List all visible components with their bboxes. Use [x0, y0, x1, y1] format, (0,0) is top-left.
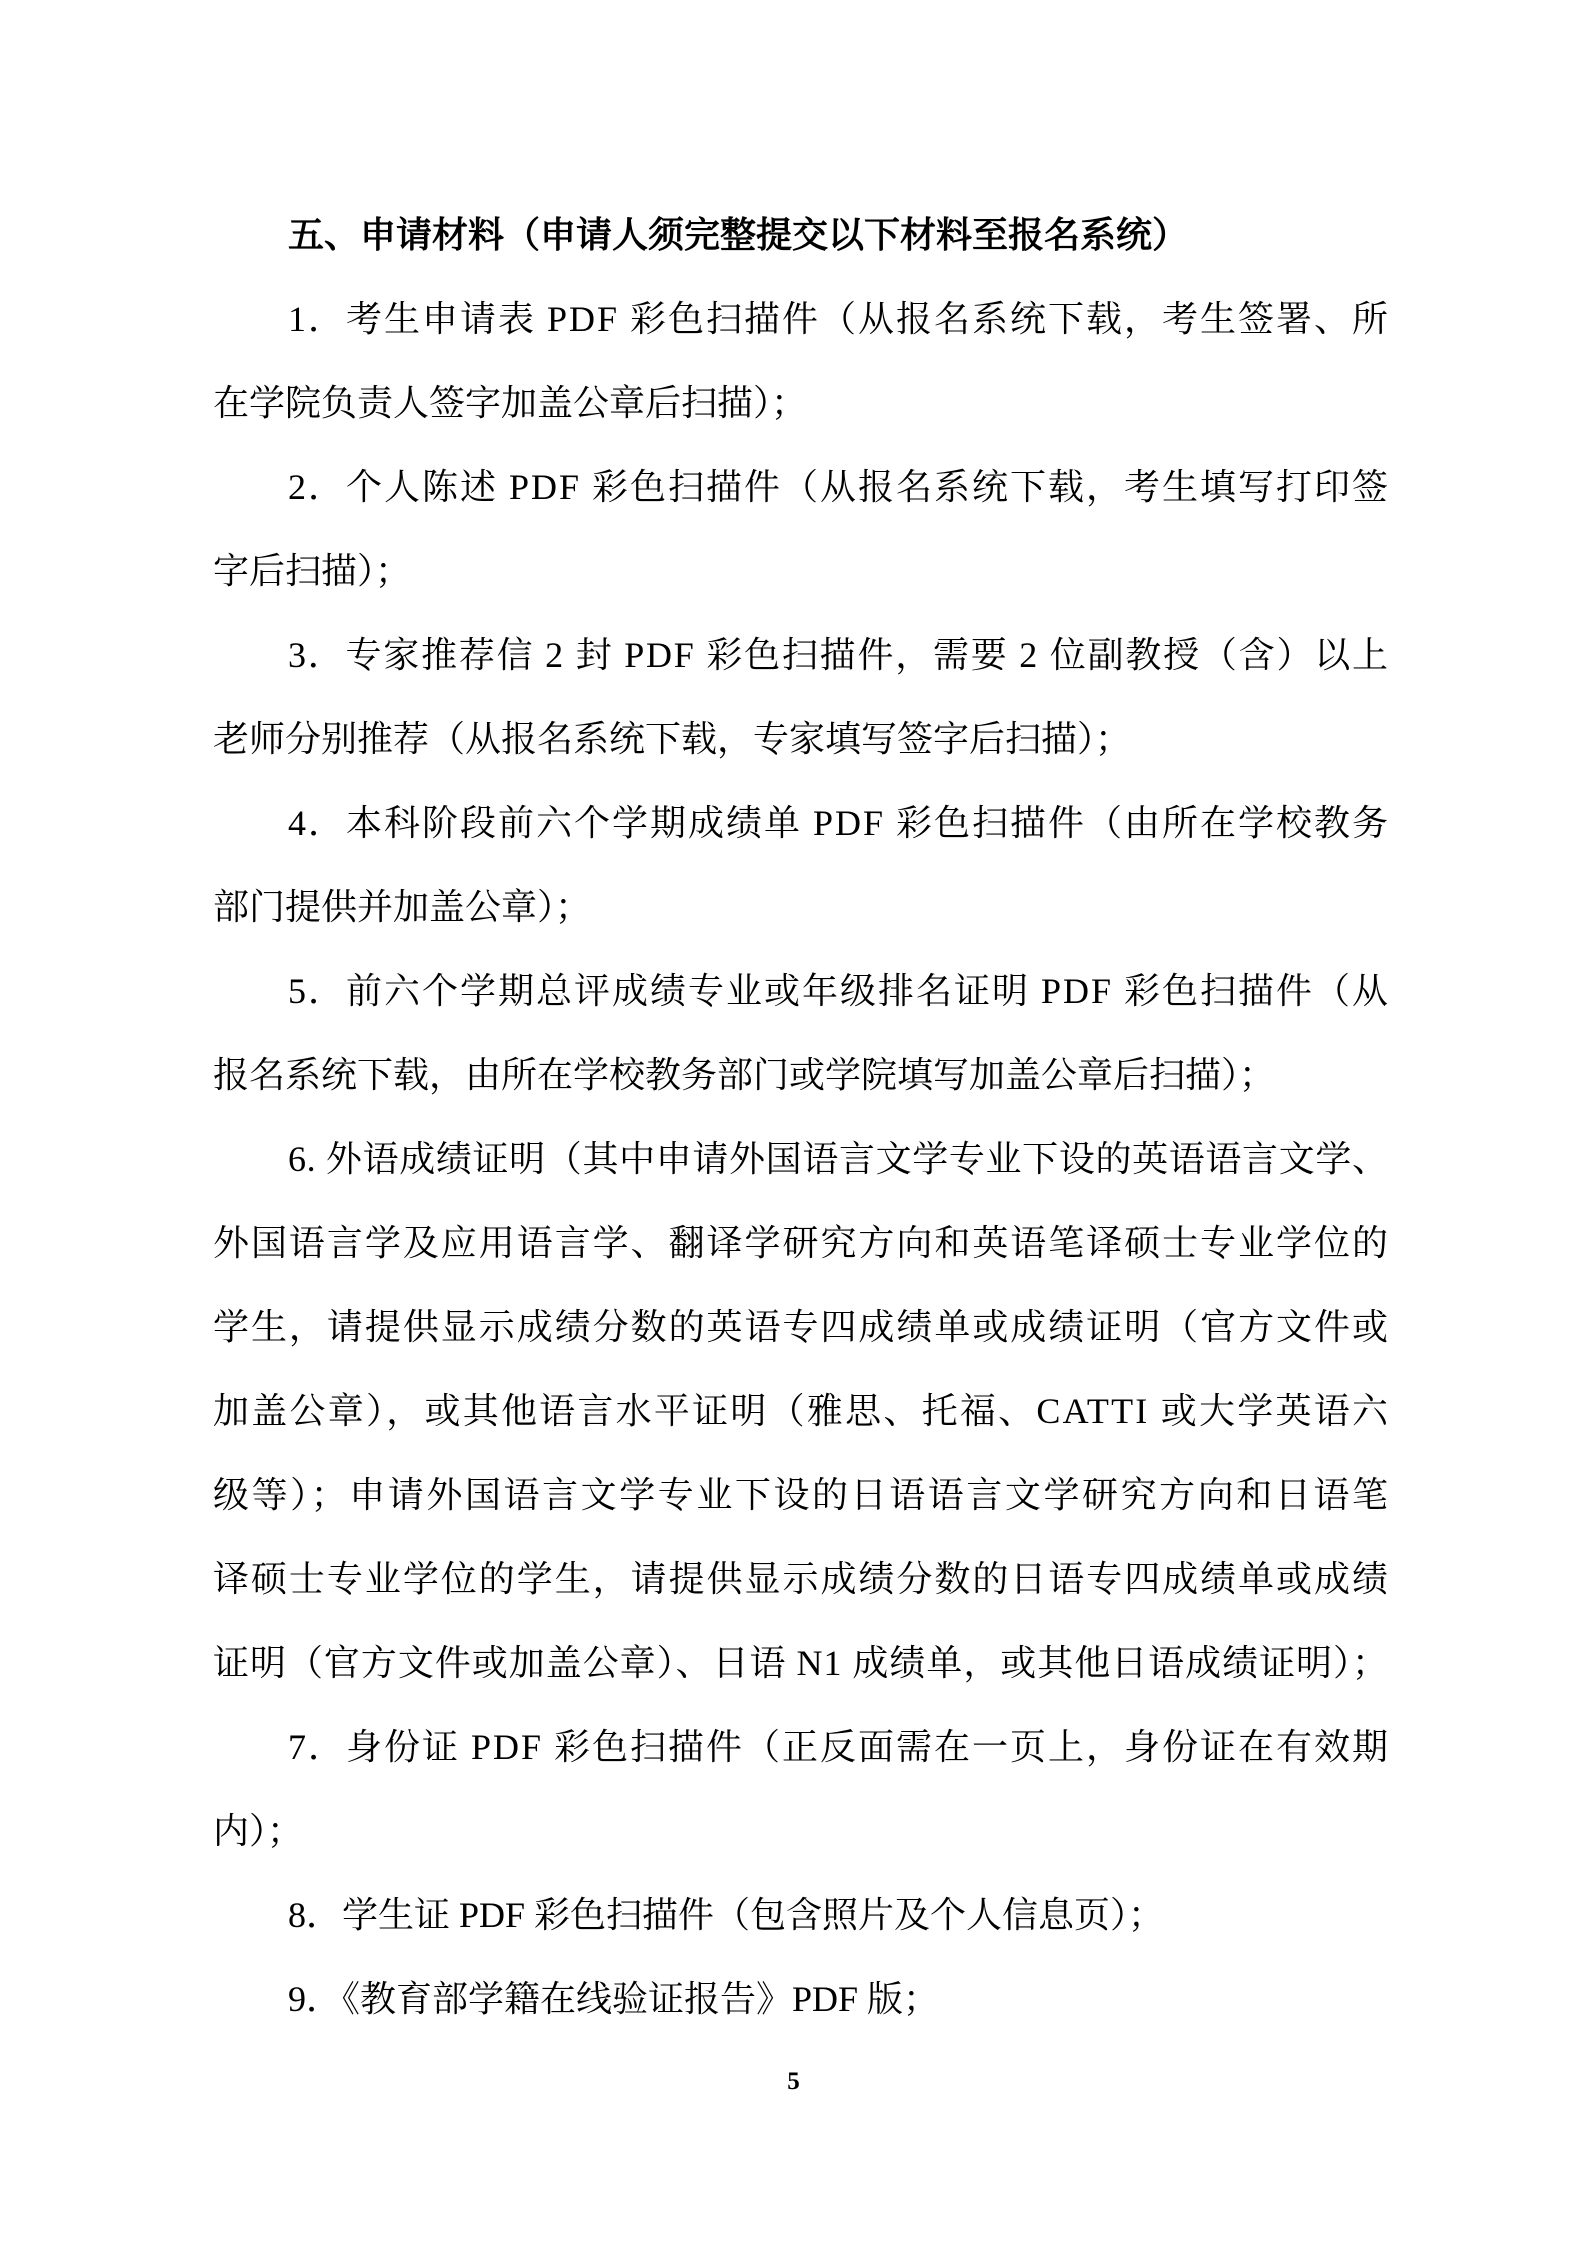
item-8-line-1: 8．学生证 PDF 彩色扫描件（包含照片及个人信息页）； — [288, 1895, 1165, 1935]
list-item-3 — [213, 613, 1388, 781]
document-body — [213, 193, 1391, 2041]
list-item-7 — [213, 1705, 1388, 1873]
page-number: 5 — [787, 2068, 800, 2095]
item-4-line-2: 部门提供并加盖公章）； — [213, 887, 592, 927]
item-7-line-1: 7．身份证 PDF 彩色扫描件（正反面需在一页上，身份证在有效期 — [288, 1727, 1390, 1767]
item-9-line-1: 9．《教育部学籍在线验证报告》PDF 版； — [288, 1979, 940, 2019]
list-item-4 — [213, 781, 1388, 949]
item-6-line-7: 证明（官方文件或加盖公章）、日语 N1 成绩单，或其他日语成绩证明）； — [213, 1643, 1389, 1683]
item-6-line-3: 学生，请提供显示成绩分数的英语专四成绩单或成绩证明（官方文件或 — [213, 1307, 1390, 1347]
item-2-line-1: 2．个人陈述 PDF 彩色扫描件（从报名系统下载，考生填写打印签 — [288, 467, 1390, 507]
item-1-line-1: 1．考生申请表 PDF 彩色扫描件（从报名系统下载，考生签署、所 — [288, 299, 1390, 339]
item-3-line-1: 3．专家推荐信 2 封 PDF 彩色扫描件，需要 2 位副教授（含）以上 — [288, 635, 1390, 675]
list-item-8 — [213, 1873, 1388, 1957]
item-7-line-2: 内）； — [213, 1811, 304, 1851]
item-6-line-1: 6. 外语成绩证明（其中申请外国语言文学专业下设的英语语言文学、 — [288, 1139, 1389, 1179]
list-item-5 — [213, 949, 1388, 1117]
item-5-line-1: 5．前六个学期总评成绩专业或年级排名证明 PDF 彩色扫描件（从 — [288, 971, 1390, 1011]
item-6-line-6: 译硕士专业学位的学生，请提供显示成绩分数的日语专四成绩单或成绩 — [213, 1559, 1390, 1599]
list-item-1 — [213, 277, 1388, 445]
item-6-line-2: 外国语言学及应用语言学、翻译学研究方向和英语笔译硕士专业学位的 — [213, 1223, 1390, 1263]
item-6-line-4: 加盖公章），或其他语言水平证明（雅思、托福、CATTI 或大学英语六 — [213, 1391, 1391, 1431]
item-4-line-1: 4．本科阶段前六个学期成绩单 PDF 彩色扫描件（由所在学校教务 — [288, 803, 1390, 843]
item-3-line-2: 老师分别推荐（从报名系统下载，专家填写签字后扫描）； — [213, 719, 1132, 759]
item-1-line-2: 在学院负责人签字加盖公章后扫描）； — [213, 383, 808, 423]
list-item-9 — [213, 1957, 1388, 2041]
section-heading: 五、申请材料（申请人须完整提交以下材料至报名系统） — [288, 215, 1189, 255]
item-6-line-5: 级等）；申请外国语言文学专业下设的日语语言文学研究方向和日语笔 — [213, 1475, 1391, 1515]
item-2-line-2: 字后扫描）； — [213, 551, 412, 591]
list-item-6 — [213, 1117, 1391, 1705]
item-5-line-2: 报名系统下载，由所在学校教务部门或学院填写加盖公章后扫描）； — [213, 1055, 1276, 1095]
list-item-2 — [213, 445, 1388, 613]
